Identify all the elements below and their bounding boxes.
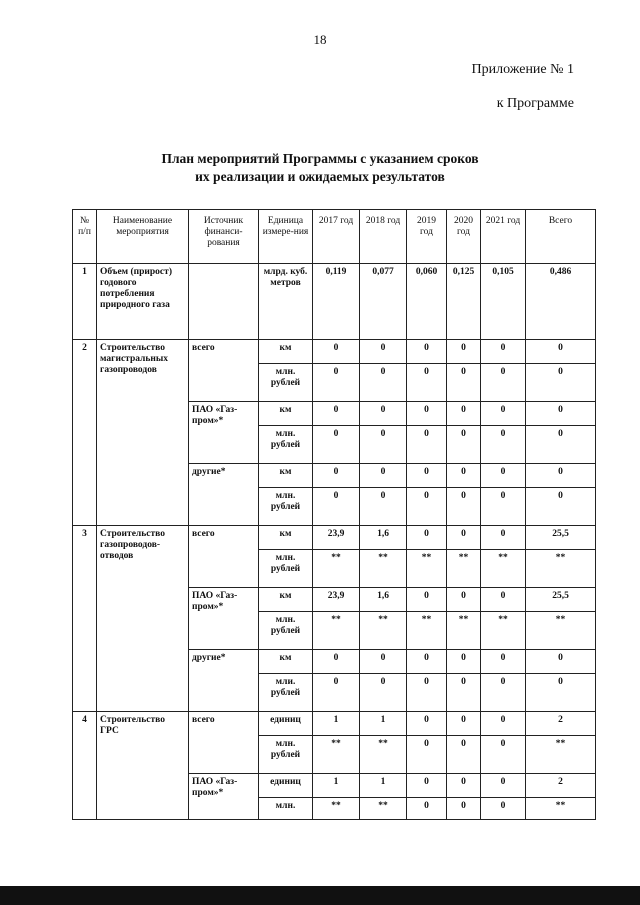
row-number: 3 [73, 526, 97, 712]
unit-cell: км [259, 650, 313, 674]
unit-cell: км [259, 464, 313, 488]
value-cell: ** [313, 736, 360, 774]
value-cell: 0 [447, 402, 481, 426]
value-cell: 0 [360, 488, 407, 526]
value-cell: 0 [526, 402, 596, 426]
unit-cell: млн. рублей [259, 550, 313, 588]
value-cell: 0 [313, 488, 360, 526]
value-cell: 25,5 [526, 588, 596, 612]
value-cell: 0 [526, 650, 596, 674]
scan-edge-bar [0, 886, 640, 905]
source-other: другие* [189, 650, 259, 712]
title-line-1: План мероприятий Программы с указанием сроков [161, 151, 479, 166]
header-2018: 2018 год [360, 210, 407, 264]
header-unit: Единица измере-ния [259, 210, 313, 264]
value-cell: 0 [407, 364, 447, 402]
value-cell: 0 [360, 426, 407, 464]
table-row [73, 340, 596, 364]
value-cell: 0 [360, 364, 407, 402]
value-cell: 0,119 [313, 264, 360, 340]
value-cell: 0 [481, 650, 526, 674]
unit-cell: млн. рублей [259, 488, 313, 526]
value-cell: ** [447, 550, 481, 588]
header-2019: 2019 год [407, 210, 447, 264]
value-cell: 0,105 [481, 264, 526, 340]
value-cell: 0,077 [360, 264, 407, 340]
value-cell: 0 [447, 364, 481, 402]
unit-cell: км [259, 588, 313, 612]
source-cell [189, 264, 259, 340]
value-cell: ** [481, 550, 526, 588]
value-cell: 0 [313, 674, 360, 712]
value-cell: 0 [481, 488, 526, 526]
table-header-row [73, 210, 596, 264]
value-cell: 0 [447, 674, 481, 712]
value-cell: ** [407, 550, 447, 588]
value-cell: 0 [481, 712, 526, 736]
value-cell: ** [360, 612, 407, 650]
value-cell: 0 [481, 402, 526, 426]
value-cell: 0,486 [526, 264, 596, 340]
plan-table [72, 209, 596, 820]
value-cell: 0 [447, 712, 481, 736]
header-2020: 2020 год [447, 210, 481, 264]
unit-cell: км [259, 402, 313, 426]
value-cell: 23,9 [313, 526, 360, 550]
value-cell: ** [360, 736, 407, 774]
activity-name: Объем (прирост) годового потребления природного газа [97, 264, 189, 340]
value-cell: ** [407, 612, 447, 650]
value-cell: 0 [360, 674, 407, 712]
value-cell: 0 [407, 798, 447, 820]
value-cell: 0,125 [447, 264, 481, 340]
value-cell: 0,060 [407, 264, 447, 340]
value-cell: 0 [526, 340, 596, 364]
unit-cell: млн. рублей [259, 364, 313, 402]
appendix-reference: к Программе [496, 96, 574, 111]
title-line-2: их реализации и ожидаемых результатов [195, 169, 445, 184]
table-row [73, 526, 596, 550]
value-cell: 0 [481, 426, 526, 464]
activity-name: Строительство газопроводов-отводов [97, 526, 189, 712]
unit-cell: млн. рублей [259, 736, 313, 774]
value-cell: 0 [447, 650, 481, 674]
row-number: 2 [73, 340, 97, 526]
header-num: № п/п [73, 210, 97, 264]
value-cell: 0 [360, 340, 407, 364]
value-cell: 0 [447, 488, 481, 526]
value-cell: 0 [313, 340, 360, 364]
header-2021: 2021 год [481, 210, 526, 264]
value-cell: 0 [407, 488, 447, 526]
source-pao: ПАО «Газ-пром»* [189, 402, 259, 464]
value-cell: 0 [407, 736, 447, 774]
value-cell: 1 [313, 774, 360, 798]
document-title [0, 150, 640, 186]
value-cell: 1,6 [360, 526, 407, 550]
value-cell: 0 [481, 798, 526, 820]
value-cell: 1 [313, 712, 360, 736]
value-cell: 2 [526, 774, 596, 798]
source-all: всего [189, 526, 259, 588]
source-pao: ПАО «Газ-пром»* [189, 774, 259, 820]
value-cell: 0 [447, 526, 481, 550]
value-cell: 0 [407, 464, 447, 488]
value-cell: 0 [447, 588, 481, 612]
value-cell: 0 [360, 464, 407, 488]
value-cell: 0 [407, 588, 447, 612]
value-cell: ** [481, 612, 526, 650]
value-cell: 0 [481, 364, 526, 402]
value-cell: 0 [407, 674, 447, 712]
value-cell: 0 [481, 736, 526, 774]
value-cell: 0 [313, 402, 360, 426]
value-cell: 0 [407, 402, 447, 426]
unit-cell: мли. рублей [259, 674, 313, 712]
header-source: Источник финанси-рования [189, 210, 259, 264]
source-pao: ПАО «Газ-пром»* [189, 588, 259, 650]
value-cell: 0 [481, 588, 526, 612]
activity-name: Строительство магистральных газопроводов [97, 340, 189, 526]
appendix-number: Приложение № 1 [471, 62, 574, 77]
value-cell: 0 [447, 798, 481, 820]
value-cell: ** [526, 612, 596, 650]
value-cell: ** [447, 612, 481, 650]
value-cell: 0 [407, 774, 447, 798]
value-cell: 0 [360, 402, 407, 426]
header-name: Наименование мероприятия [97, 210, 189, 264]
value-cell: 0 [481, 774, 526, 798]
value-cell: ** [526, 736, 596, 774]
table-row [73, 712, 596, 736]
source-other: другие* [189, 464, 259, 526]
value-cell: 1,6 [360, 588, 407, 612]
value-cell: 0 [407, 712, 447, 736]
value-cell: 0 [481, 340, 526, 364]
unit-cell: км [259, 340, 313, 364]
value-cell: 1 [360, 712, 407, 736]
source-all: всего [189, 712, 259, 774]
value-cell: 0 [526, 674, 596, 712]
row-number: 1 [73, 264, 97, 340]
value-cell: 0 [481, 464, 526, 488]
unit-cell: млн. рублей [259, 612, 313, 650]
unit-cell: единиц [259, 712, 313, 736]
value-cell: 0 [360, 650, 407, 674]
value-cell: 25,5 [526, 526, 596, 550]
value-cell: 0 [447, 774, 481, 798]
value-cell: 23,9 [313, 588, 360, 612]
value-cell: 0 [447, 464, 481, 488]
unit-cell: млн. [259, 798, 313, 820]
value-cell: 0 [526, 464, 596, 488]
value-cell: 1 [360, 774, 407, 798]
value-cell: 0 [407, 426, 447, 464]
value-cell: ** [526, 798, 596, 820]
unit-cell: млрд. куб. метров [259, 264, 313, 340]
value-cell: ** [313, 550, 360, 588]
value-cell: ** [313, 798, 360, 820]
value-cell: 0 [407, 340, 447, 364]
value-cell: 0 [481, 526, 526, 550]
value-cell: ** [360, 798, 407, 820]
unit-cell: единиц [259, 774, 313, 798]
value-cell: 0 [407, 650, 447, 674]
value-cell: 0 [481, 674, 526, 712]
value-cell: ** [360, 550, 407, 588]
value-cell: 0 [526, 426, 596, 464]
table-row [73, 264, 596, 340]
value-cell: 0 [313, 364, 360, 402]
value-cell: ** [313, 612, 360, 650]
value-cell: 0 [447, 736, 481, 774]
page-number: 18 [313, 32, 327, 47]
source-all: всего [189, 340, 259, 402]
header-total: Всего [526, 210, 596, 264]
unit-cell: млн. рублей [259, 426, 313, 464]
value-cell: 0 [313, 426, 360, 464]
row-number: 4 [73, 712, 97, 820]
value-cell: 0 [526, 364, 596, 402]
activity-name: Строительство ГРС [97, 712, 189, 820]
value-cell: 0 [407, 526, 447, 550]
value-cell: 0 [313, 464, 360, 488]
value-cell: ** [526, 550, 596, 588]
value-cell: 0 [447, 340, 481, 364]
header-2017: 2017 год [313, 210, 360, 264]
value-cell: 0 [447, 426, 481, 464]
unit-cell: км [259, 526, 313, 550]
value-cell: 0 [313, 650, 360, 674]
value-cell: 2 [526, 712, 596, 736]
value-cell: 0 [526, 488, 596, 526]
